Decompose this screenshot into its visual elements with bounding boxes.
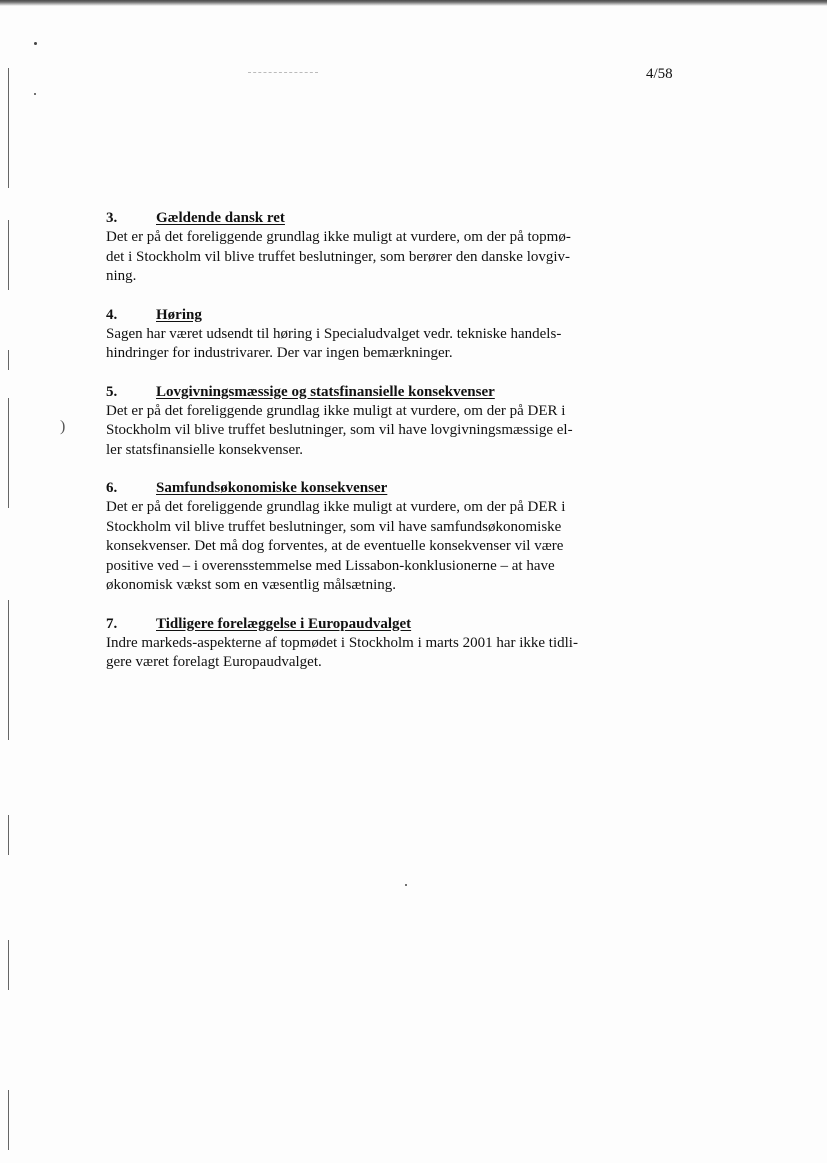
- section-7: [106, 615, 622, 673]
- scan-margin-line: [8, 940, 9, 990]
- section-number: 3.: [106, 210, 118, 226]
- section-title: Tidligere forelæggelse i Europaudvalget: [156, 615, 412, 632]
- section-heading: [106, 306, 622, 325]
- scan-margin-line: [8, 220, 9, 290]
- scan-margin-line: [8, 398, 9, 508]
- section-6: [106, 479, 622, 596]
- scan-speck: [34, 42, 37, 45]
- scan-speck: [34, 93, 36, 95]
- page-number: 4/58: [646, 66, 673, 82]
- scan-margin-line: [8, 1090, 9, 1150]
- scan-top-edge: [0, 0, 827, 6]
- section-number: 5.: [106, 383, 118, 400]
- scan-paren-mark: ): [60, 418, 66, 435]
- scan-margin-line: [8, 600, 9, 740]
- scan-margin-line: [8, 68, 9, 188]
- section-title: Lovgivningsmæssige og statsfinansielle konsekvenser: [156, 383, 495, 400]
- section-heading: [106, 209, 622, 228]
- scan-margin-line: [8, 350, 9, 370]
- section-body: Indre markeds-aspekterne af topmødet i Stockholm i marts 2001 har ikke tidli- gere været forelagt Europaudvalget.: [106, 634, 578, 670]
- section-number: 4.: [106, 306, 118, 323]
- scan-speck: [405, 884, 407, 886]
- section-heading: [106, 479, 622, 498]
- section-number: 6.: [106, 480, 118, 496]
- scan-margin-line: [8, 815, 9, 855]
- section-title: Gældende dansk ret: [156, 210, 285, 226]
- scan-dash-mark: [248, 72, 318, 74]
- section-title: Høring: [156, 306, 202, 323]
- section-body: Det er på det foreliggende grundlag ikke muligt at vurdere, om der på DER i Stockholm vil blive truffet beslutninger, som vil have lovgivningsmæssige el- ler statsfinansielle konsekvenser.: [106, 402, 573, 458]
- section-heading: [106, 383, 622, 402]
- section-body: Det er på det foreliggende grundlag ikke muligt at vurdere, om der på DER i Stockholm vil blive truffet beslutninger, som vil have samfundsøkonomiske konsekvenser. Det må dog forventes, at de eventuelle konsekvenser vil være positive ved – i overensstemmelse med Lissabon-konklusionerne – at have økonomisk vækst som en væsentlig målsætning.: [106, 499, 566, 593]
- document-body: [106, 209, 622, 692]
- section-3: [106, 209, 622, 287]
- section-4: [106, 306, 622, 364]
- section-number: 7.: [106, 615, 118, 632]
- section-body: Sagen har været udsendt til høring i Specialudvalget vedr. tekniske handels- hindringer for industrivarer. Der var ingen bemærkninger.: [106, 325, 562, 361]
- section-title: Samfundsøkonomiske konsekvenser: [156, 480, 388, 496]
- section-5: [106, 383, 622, 461]
- section-body: Det er på det foreliggende grundlag ikke muligt at vurdere, om der på topmø- det i Stockholm vil blive truffet beslutninger, som berører den danske lovgiv- ning.: [106, 229, 571, 284]
- section-heading: [106, 615, 622, 634]
